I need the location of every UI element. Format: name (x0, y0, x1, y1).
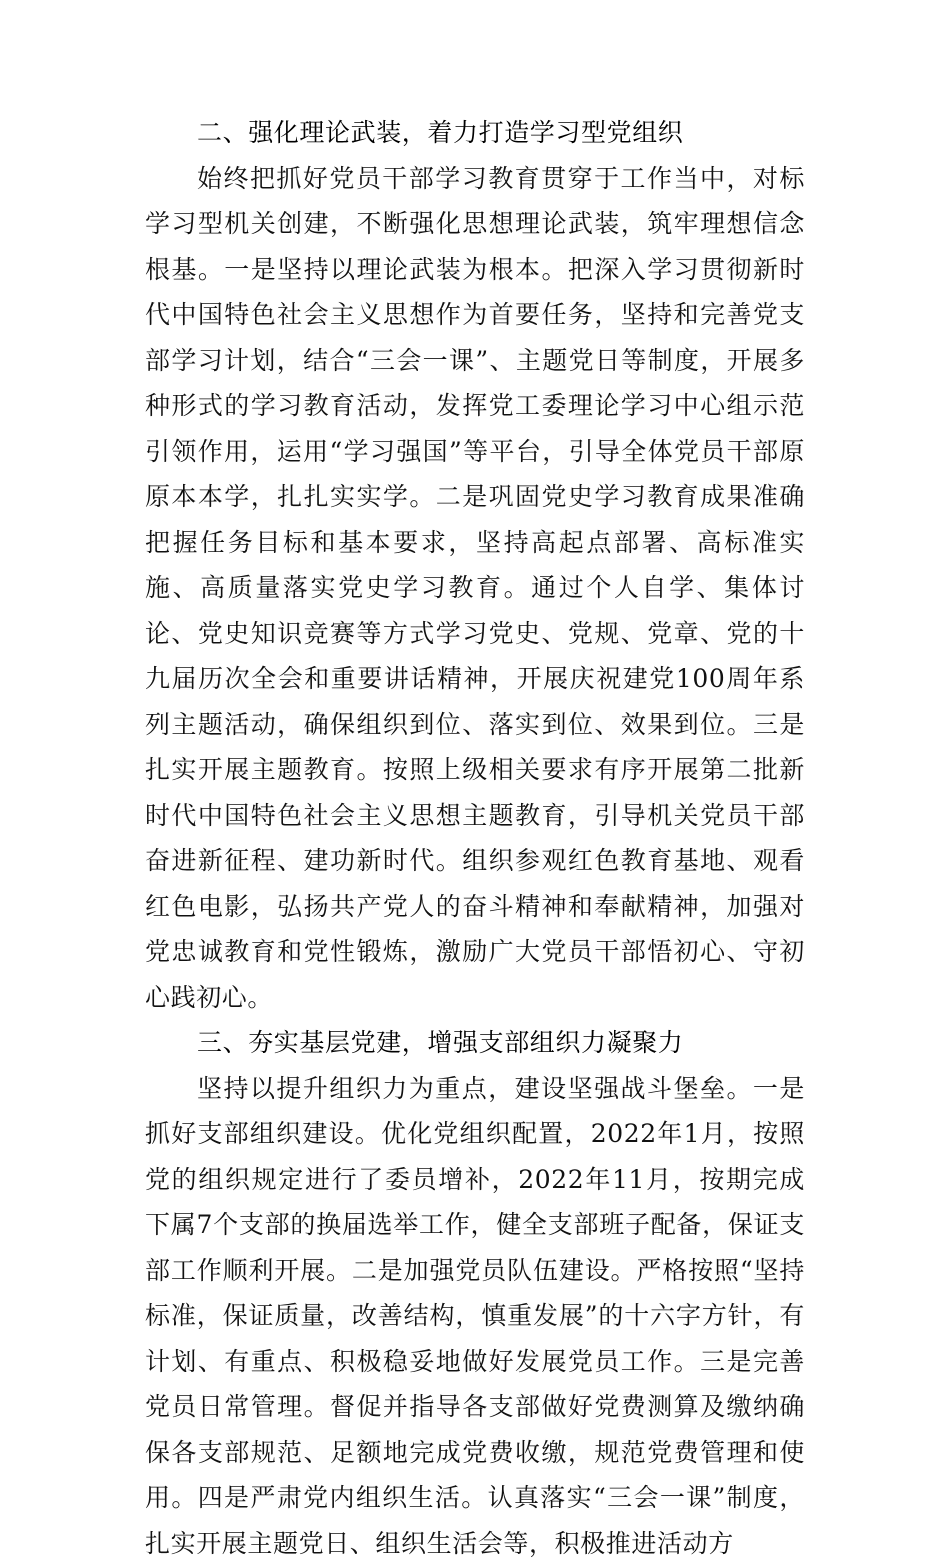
section-heading-3: 三、夯实基层党建，增强支部组织力凝聚力 (145, 1020, 805, 1066)
document-body (145, 110, 805, 1566)
section-heading-2: 二、强化理论武装，着力打造学习型党组织 (145, 110, 805, 156)
section-paragraph-2: 始终把抓好党员干部学习教育贯穿于工作当中，对标学习型机关创建，不断强化思想理论武装，筑牢理想信念根基。一是坚持以理论武装为根本。把深入学习贯彻新时代中国特色社会主义思想作为首要任务，坚持和完善党支部学习计划，结合“三会一课”、主题党日等制度，开展多种形式的学习教育活动，发挥党工委理论学习中心组示范引领作用，运用“学习强国”等平台，引导全体党员干部原原本本学，扎扎实实学。二是巩固党史学习教育成果准确把握任务目标和基本要求，坚持高起点部署、高标准实施、高质量落实党史学习教育。通过个人自学、集体讨论、党史知识竞赛等方式学习党史、党规、党章、党的十九届历次全会和重要讲话精神，开展庆祝建党100周年系列主题活动，确保组织到位、落实到位、效果到位。三是扎实开展主题教育。按照上级相关要求有序开展第二批新时代中国特色社会主义思想主题教育，引导机关党员干部奋进新征程、建功新时代。组织参观红色教育基地、观看红色电影，弘扬共产党人的奋斗精神和奉献精神，加强对党忠诚教育和党性锻炼，激励广大党员干部悟初心、守初心践初心。 (145, 156, 805, 1021)
section-paragraph-3: 坚持以提升组织力为重点，建设坚强战斗堡垒。一是抓好支部组织建设。优化党组织配置，2022年1月，按照党的组织规定进行了委员增补，2022年11月，按期完成下属7个支部的换届选举工作，健全支部班子配备，保证支部工作顺利开展。二是加强党员队伍建设。严格按照“坚持标准，保证质量，改善结构，慎重发展”的十六字方针，有计划、有重点、积极稳妥地做好发展党员工作。三是完善党员日常管理。督促并指导各支部做好党费测算及缴纳确保各支部规范、足额地完成党费收缴，规范党费管理和使用。四是严肃党内组织生活。认真落实“三会一课”制度，扎实开展主题党日、组织生活会等，积极推进活动方 (145, 1066, 805, 1566)
